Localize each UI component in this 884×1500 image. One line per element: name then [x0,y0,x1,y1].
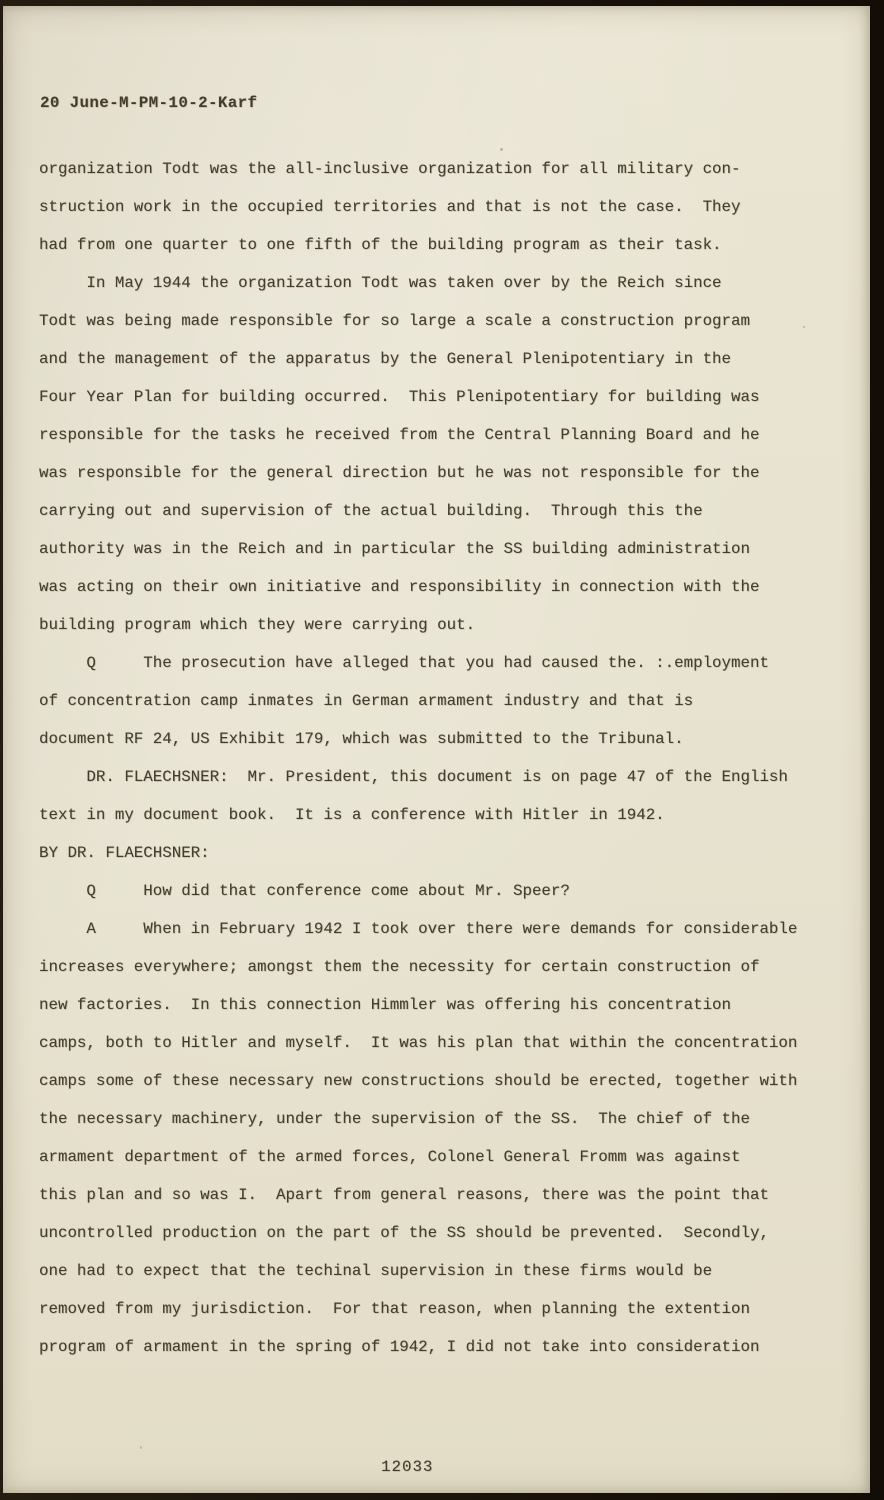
transcript-line: Q The prosecution have alleged that you had caused the. :.employment [39,654,769,672]
transcript-line: responsible for the tasks he received from the Central Planning Board and he [39,426,760,444]
page-number: 12033 [381,1458,434,1476]
transcript-line: text in my document book. It is a conference with Hitler in 1942. [39,806,665,824]
transcript-line: armament department of the armed forces, Colonel General Fromm was against [39,1148,741,1166]
transcript-body [39,150,850,1366]
transcript-line: Q How did that conference come about Mr. Speer? [39,882,570,900]
transcript-line: camps some of these necessary new constructions should be erected, together with [39,1072,798,1090]
transcript-line: camps, both to Hitler and myself. It was his plan that within the concentration [39,1034,798,1052]
transcript-line: BY DR. FLAECHSNER: [39,844,210,862]
scan-speckle [140,1446,142,1449]
transcript-line: Four Year Plan for building occurred. This Plenipotentiary for building was [39,388,760,406]
document-page [3,6,870,1493]
transcript-line: one had to expect that the techinal supervision in these firms would be [39,1262,713,1280]
transcript-line: A When in February 1942 I took over there were demands for considerable [39,920,798,938]
transcript-line: struction work in the occupied territories and that is not the case. They [39,198,741,216]
scan-speckle [500,148,503,151]
transcript-line: DR. FLAECHSNER: Mr. President, this document is on page 47 of the English [39,768,788,786]
transcript-line: authority was in the Reich and in particular the SS building administration [39,540,750,558]
transcript-line: organization Todt was the all-inclusive organization for all military con- [39,160,741,178]
transcript-line: had from one quarter to one fifth of the building program as their task. [39,236,722,254]
transcript-line: of concentration camp inmates in German armament industry and that is [39,692,694,710]
transcript-line: carrying out and supervision of the actual building. Through this the [39,502,703,520]
transcript-line: building program which they were carrying out. [39,616,476,634]
transcript-line: uncontrolled production on the part of the SS should be prevented. Secondly, [39,1224,769,1242]
transcript-line: Todt was being made responsible for so large a scale a construction program [39,312,750,330]
transcript-line: the necessary machinery, under the supervision of the SS. The chief of the [39,1110,750,1128]
transcript-line: this plan and so was I. Apart from general reasons, there was the point that [39,1186,769,1204]
transcript-line: removed from my jurisdiction. For that reason, when planning the extention [39,1300,750,1318]
transcript-line: document RF 24, US Exhibit 179, which was submitted to the Tribunal. [39,730,684,748]
transcript-line: and the management of the apparatus by the General Plenipotentiary in the [39,350,732,368]
transcript-line: was acting on their own initiative and responsibility in connection with the [39,578,760,596]
transcript-line: increases everywhere; amongst them the necessity for certain construction of [39,958,760,976]
transcript-line: In May 1944 the organization Todt was taken over by the Reich since [39,274,722,292]
transcript-line: program of armament in the spring of 1942, I did not take into consideration [39,1338,760,1356]
transcript-line: new factories. In this connection Himmler was offering his concentration [39,996,732,1014]
page-header: 20 June-M-PM-10-2-Karf [40,94,258,112]
scan-speckle [803,326,805,328]
transcript-line: was responsible for the general direction but he was not responsible for the [39,464,760,482]
